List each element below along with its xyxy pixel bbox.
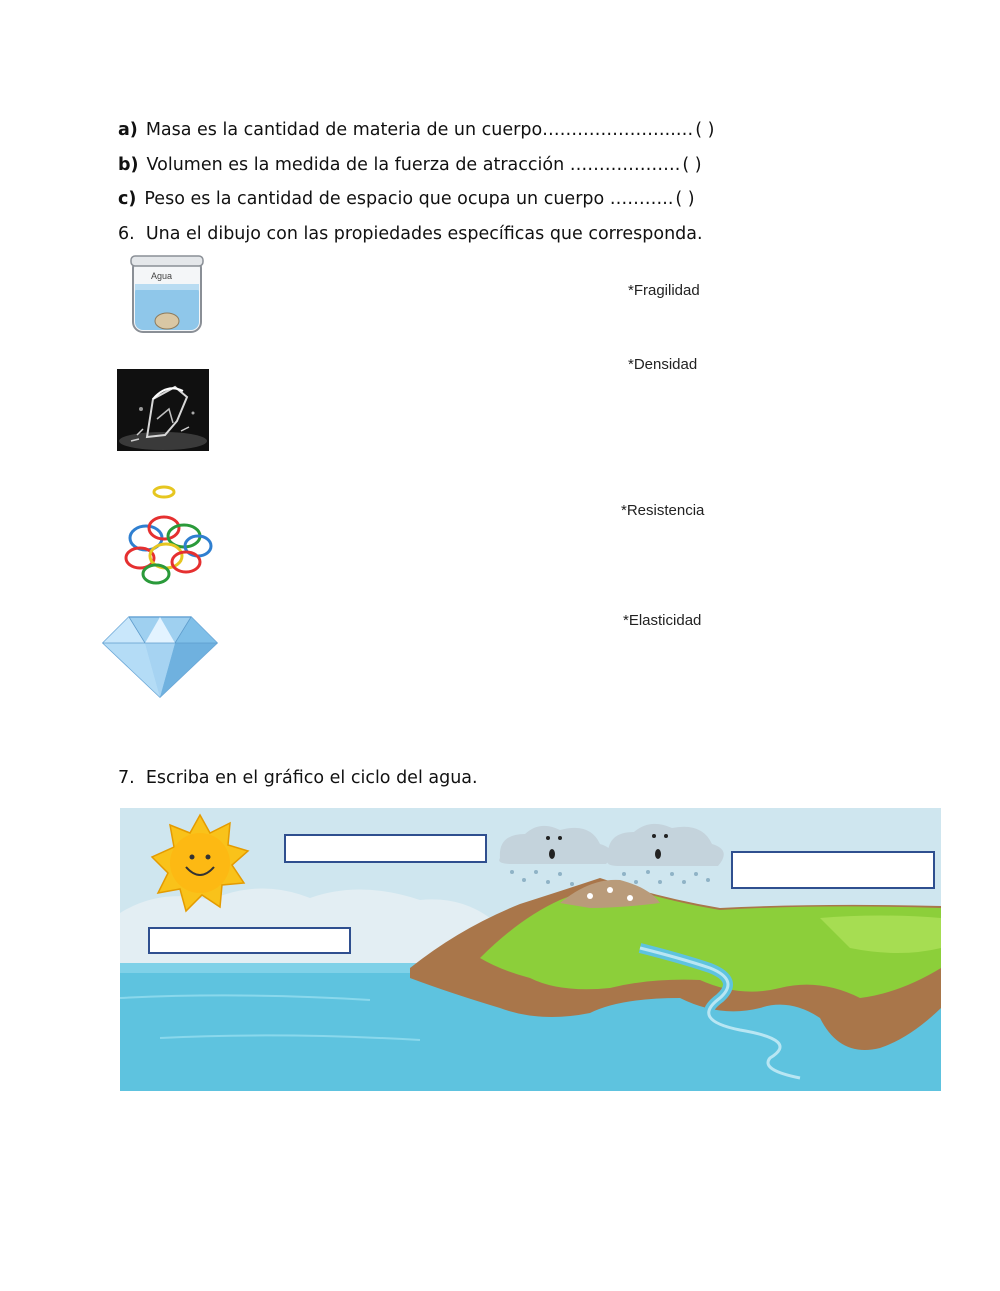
item-text: Una el dibujo con las propiedades específicas que corresponda. xyxy=(145,224,703,244)
item-text: Escriba en el gráfico el ciclo del agua. xyxy=(145,768,478,788)
item-number: 7. xyxy=(118,768,135,788)
jar-label: Agua xyxy=(151,271,173,281)
cycle-answer-box-left[interactable] xyxy=(148,927,351,954)
question-b xyxy=(118,155,702,175)
property-densidad[interactable]: *Densidad xyxy=(628,356,698,373)
cycle-answer-box-right[interactable] xyxy=(731,851,935,889)
question-a xyxy=(118,120,715,140)
diamond-image[interactable] xyxy=(101,613,219,699)
question-letter: a) xyxy=(118,120,138,140)
rubber-bands-image[interactable] xyxy=(116,484,216,590)
answer-paren[interactable]: ( ) xyxy=(695,120,715,140)
item-7-heading xyxy=(118,768,478,788)
question-letter: c) xyxy=(118,189,137,209)
question-text: Peso es la cantidad de espacio que ocupa un cuerpo xyxy=(144,189,605,209)
item-number: 6. xyxy=(118,224,135,244)
property-resistencia[interactable]: *Resistencia xyxy=(621,502,705,519)
item-6-heading xyxy=(118,224,703,244)
property-fragilidad[interactable]: *Fragilidad xyxy=(628,282,700,299)
jar-egg-image[interactable] xyxy=(125,254,209,336)
answer-paren[interactable]: ( ) xyxy=(682,155,702,175)
question-text: Masa es la cantidad de materia de un cuerpo xyxy=(145,120,543,140)
question-c xyxy=(118,189,695,209)
answer-paren[interactable]: ( ) xyxy=(675,189,695,209)
question-dots: ………………. xyxy=(564,155,681,175)
question-dots: …………………..… xyxy=(542,120,694,140)
property-elasticidad[interactable]: *Elasticidad xyxy=(623,612,702,629)
broken-glass-image[interactable] xyxy=(117,369,209,451)
question-dots: ……….. xyxy=(604,189,674,209)
question-letter: b) xyxy=(118,155,139,175)
cycle-answer-box-top[interactable] xyxy=(284,834,487,863)
question-text: Volumen es la medida de la fuerza de atracción xyxy=(146,155,565,175)
